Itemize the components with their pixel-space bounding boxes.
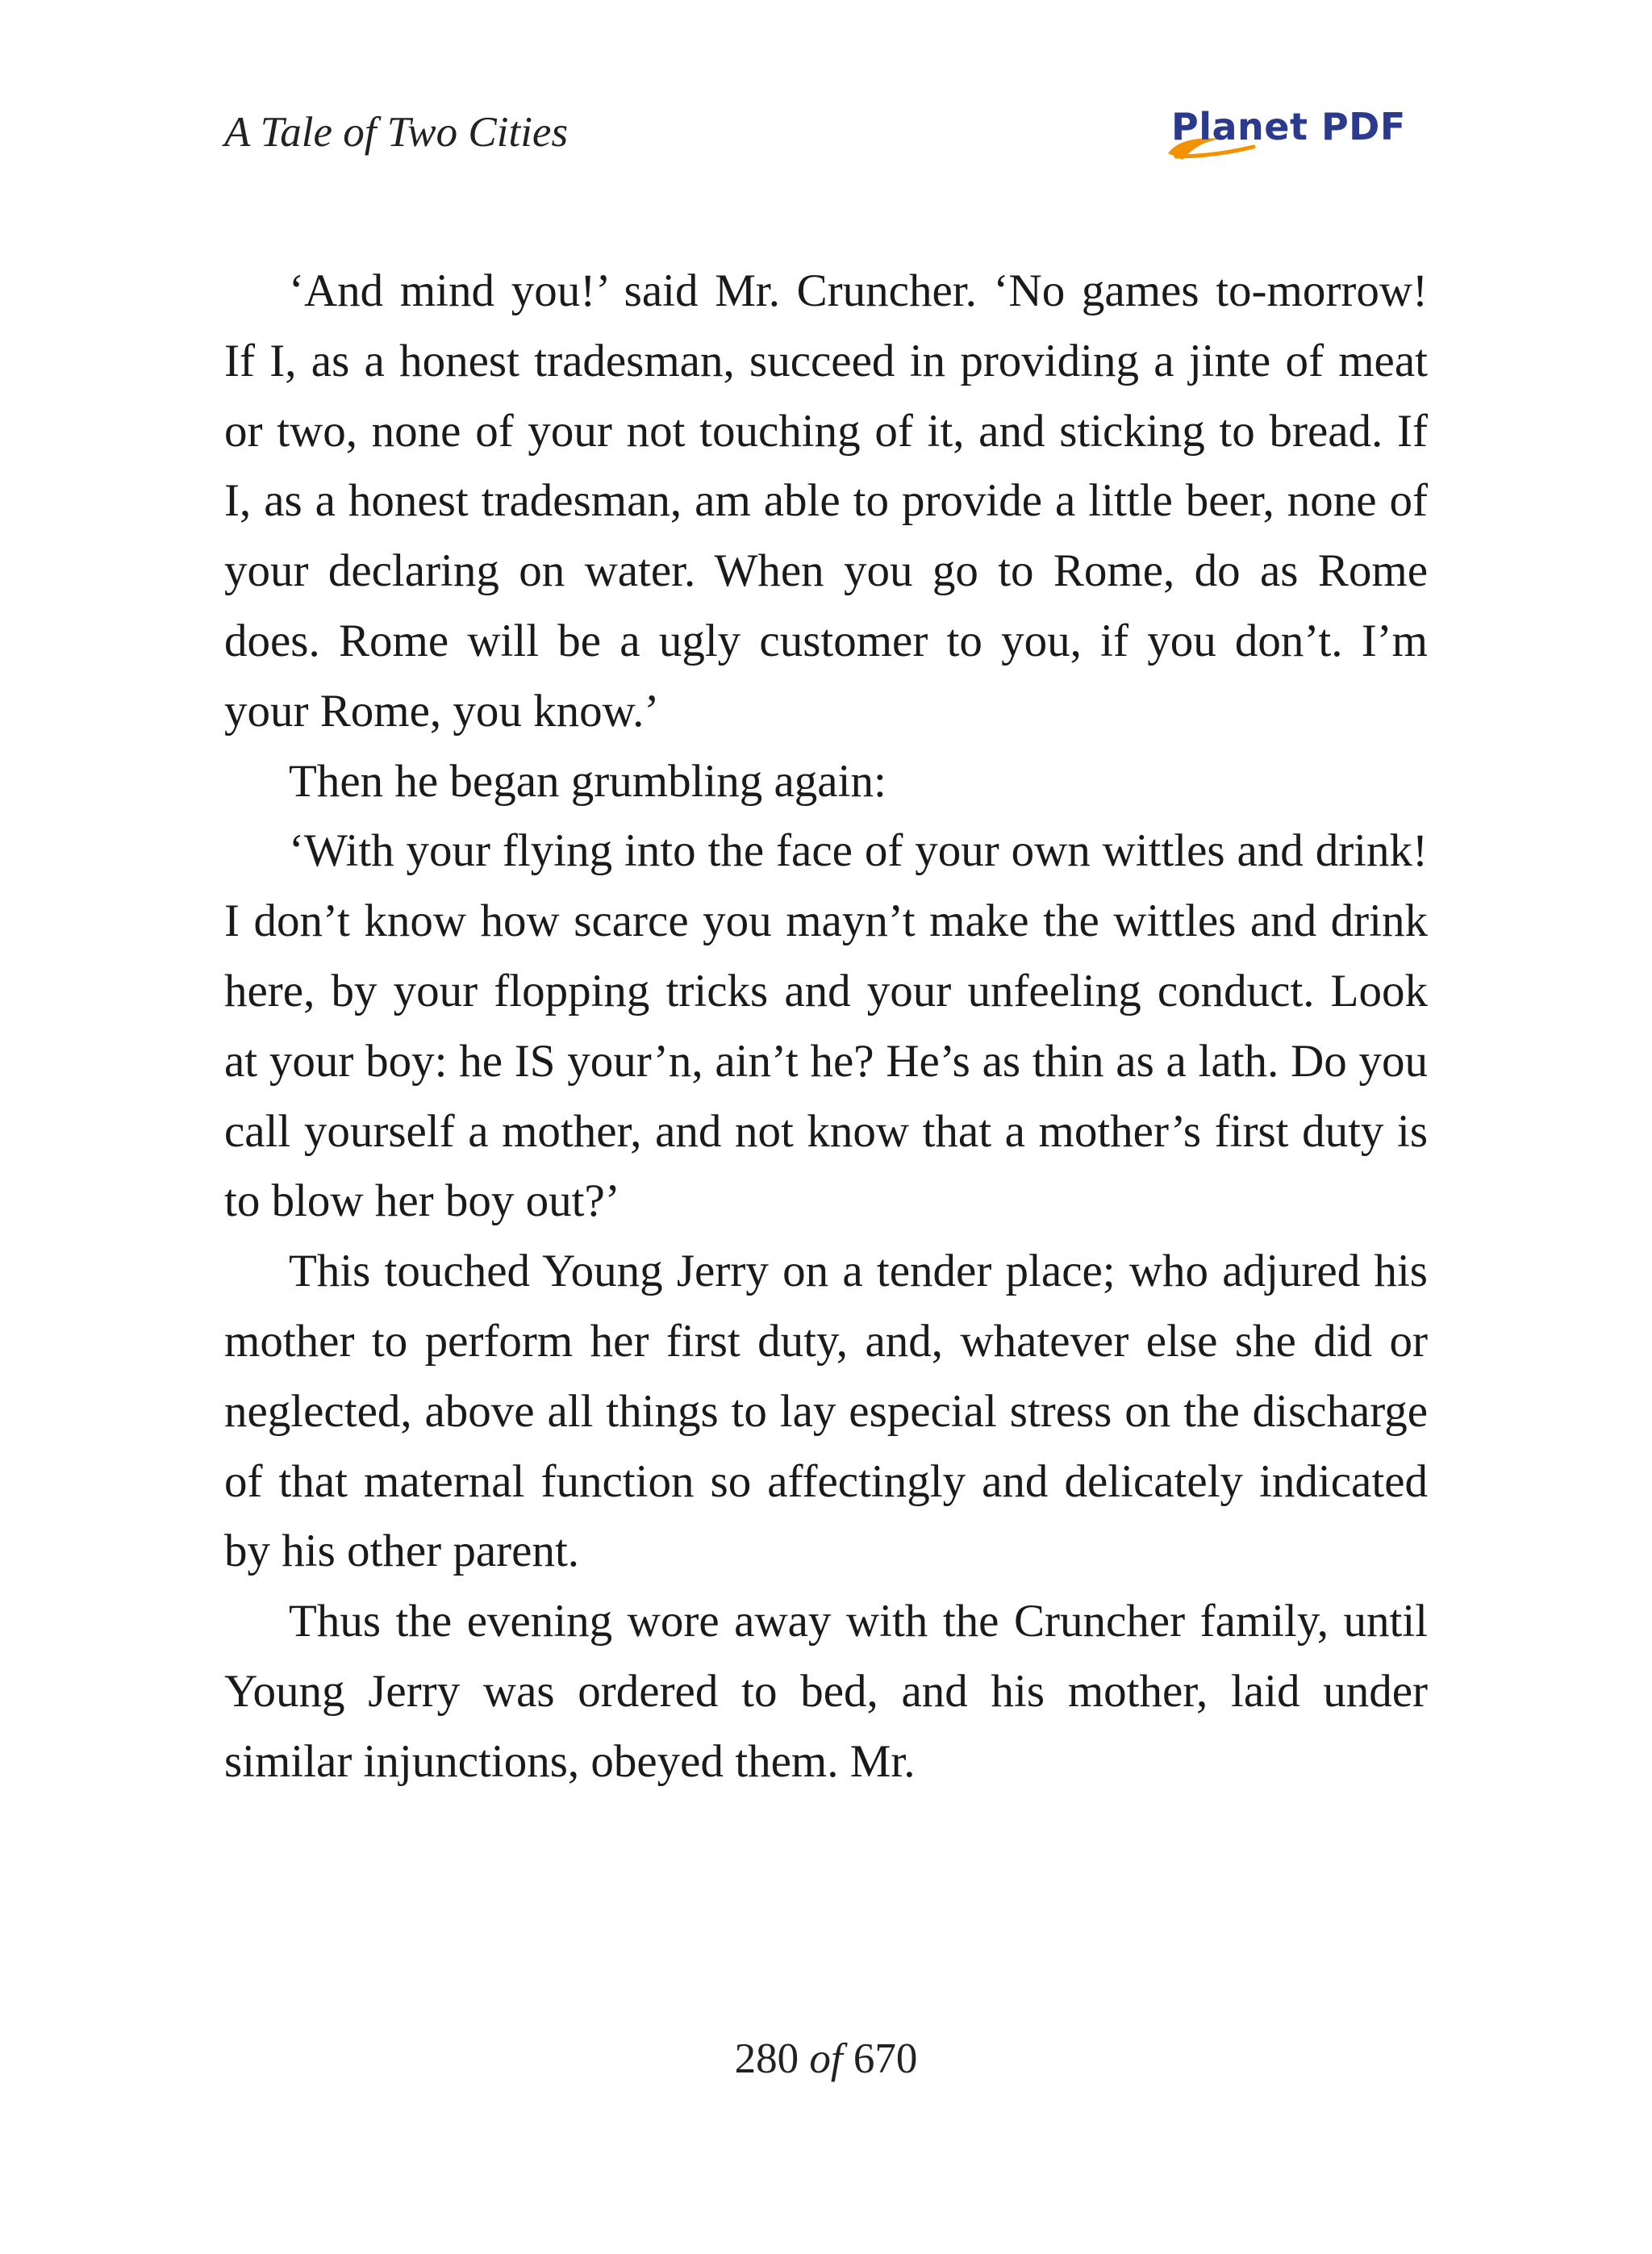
- planet-pdf-logo: [1165, 103, 1428, 168]
- page-number-total: 670: [853, 2035, 918, 2082]
- paragraph: This touched Young Jerry on a tender place; who adjured his mother to perform her first duty, and, whatever else she did or neglected, above all things to lay especial stress on the discharge of that maternal function so affectingly and delicately indicated by his other parent.: [224, 1246, 1428, 1577]
- paragraph: Then he began grumbling again:: [289, 755, 886, 807]
- paragraph: ‘With your flying into the face of your own wittles and drink! I don’t know how scarce you mayn’t make the wittles and drink here, by your flopping tricks and your unfeeling conduct. Look at your boy: he IS your’n, ain’t he? He’s as thin as a lath. Do you call yourself a mother, and not know that a mother’s first duty is to blow her boy out?’: [224, 825, 1428, 1227]
- paragraph: ‘And mind you!’ said Mr. Cruncher. ‘No games to-morrow! If I, as a honest tradesman, succeed in providing a jinte of meat or two, none of your not touching of it, and sticking to bread. If I, as a honest tradesman, am able to provide a little beer, none of your declaring on water. When you go to Rome, do as Rome does. Rome will be a ugly customer to you, if you don’t. I’m your Rome, you know.’: [224, 265, 1428, 737]
- page-number-of: of: [809, 2035, 843, 2082]
- book-title: A Tale of Two Cities: [224, 109, 569, 156]
- page-header: [224, 103, 1428, 176]
- page-body: [224, 257, 1428, 1797]
- page-number-current: 280: [734, 2035, 799, 2082]
- page-footer: [0, 2035, 1652, 2083]
- paragraph: Thus the evening wore away with the Cruncher family, until Young Jerry was ordered to bed, and his mother, laid under similar injunctions, obeyed them. Mr.: [224, 1596, 1428, 1787]
- logo-text: Planet PDF: [1171, 105, 1406, 148]
